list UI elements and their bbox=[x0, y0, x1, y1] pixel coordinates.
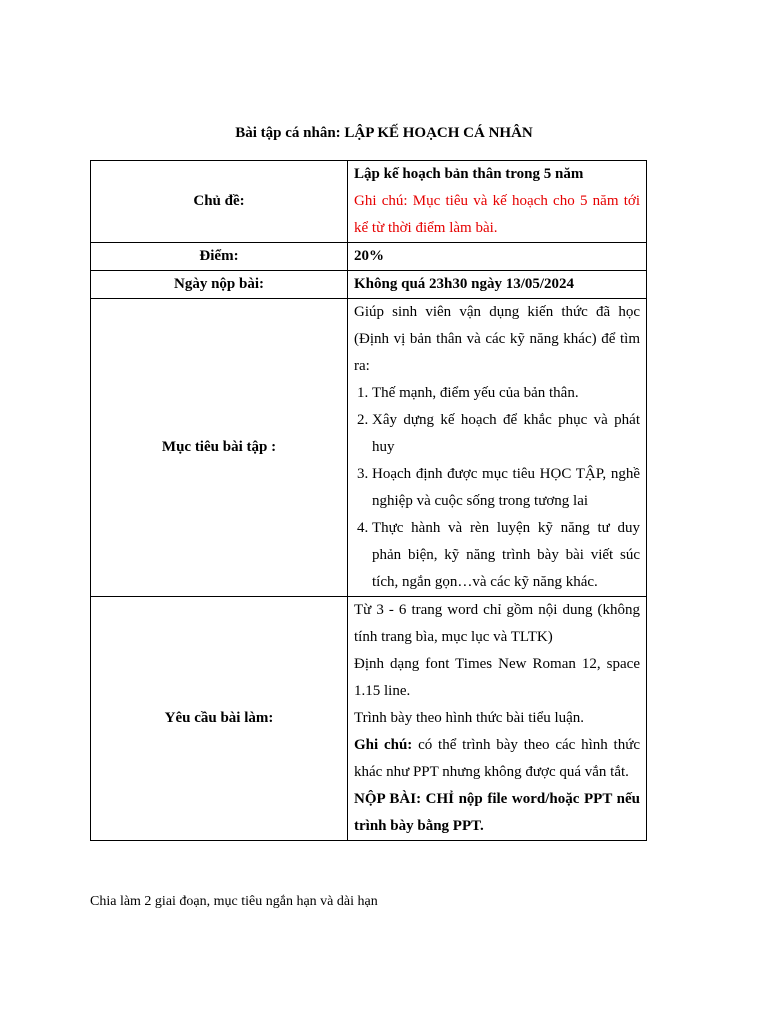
requirements-note-label: Ghi chú: bbox=[354, 737, 413, 753]
requirements-submit: NỘP BÀI: CHỈ nộp file word/hoặc PPT nếu trình bày bằng PPT. bbox=[354, 791, 640, 834]
requirements-note bbox=[354, 732, 640, 786]
page-title: Bài tập cá nhân: LẬP KẾ HOẠCH CÁ NHÂN bbox=[235, 125, 533, 141]
table-row-deadline bbox=[91, 271, 647, 299]
table-row-requirements bbox=[91, 597, 647, 841]
topic-label: Chủ đề: bbox=[91, 161, 348, 243]
objectives-list bbox=[354, 380, 640, 596]
topic-value bbox=[348, 161, 647, 243]
footer-note: Chia làm 2 giai đoạn, mục tiêu ngắn hạn và dài hạn bbox=[90, 894, 378, 909]
list-item: 4. Thực hành và rèn luyện kỹ năng tư duy phản biện, kỹ năng trình bày bài viết súc tích, ngắn gọn…và các kỹ năng khác. bbox=[372, 515, 640, 596]
score-label: Điểm: bbox=[91, 243, 348, 271]
deadline-value: Không quá 23h30 ngày 13/05/2024 bbox=[348, 271, 647, 299]
requirements-line-3: Trình bày theo hình thức bài tiểu luận. bbox=[354, 710, 585, 726]
score-value: 20% bbox=[348, 243, 647, 271]
requirements-line-2: Định dạng font Times New Roman 12, space 1.15 line. bbox=[354, 656, 640, 699]
requirements-line-1: Từ 3 - 6 trang word chỉ gồm nội dung (không tính trang bìa, mục lục và TLTK) bbox=[354, 602, 640, 645]
table-row-objectives bbox=[91, 299, 647, 597]
topic-note: Ghi chú: Mục tiêu và kế hoạch cho 5 năm tới kể từ thời điểm làm bài. bbox=[354, 193, 640, 236]
list-item: 1. Thế mạnh, điểm yếu của bản thân. bbox=[372, 380, 640, 407]
table-row-score bbox=[91, 243, 647, 271]
requirements-value bbox=[348, 597, 647, 841]
objectives-label: Mục tiêu bài tập : bbox=[91, 299, 348, 597]
assignment-table bbox=[90, 160, 647, 841]
deadline-label: Ngày nộp bài: bbox=[91, 271, 348, 299]
requirements-label: Yêu cầu bài làm: bbox=[91, 597, 348, 841]
table-row-topic bbox=[91, 161, 647, 243]
objectives-intro: Giúp sinh viên vận dụng kiến thức đã học (Định vị bản thân và các kỹ năng khác) để tìm ra: bbox=[354, 304, 640, 374]
requirements-note-text: có thể trình bày theo các hình thức khác như PPT nhưng không được quá vắn tắt. bbox=[354, 737, 640, 780]
topic-text: Lập kế hoạch bản thân trong 5 năm bbox=[354, 166, 584, 182]
list-item: 2. Xây dựng kế hoạch để khắc phục và phát huy bbox=[372, 407, 640, 461]
list-item: 3. Hoạch định được mục tiêu HỌC TẬP, nghề nghiệp và cuộc sống trong tương lai bbox=[372, 461, 640, 515]
objectives-value bbox=[348, 299, 647, 597]
